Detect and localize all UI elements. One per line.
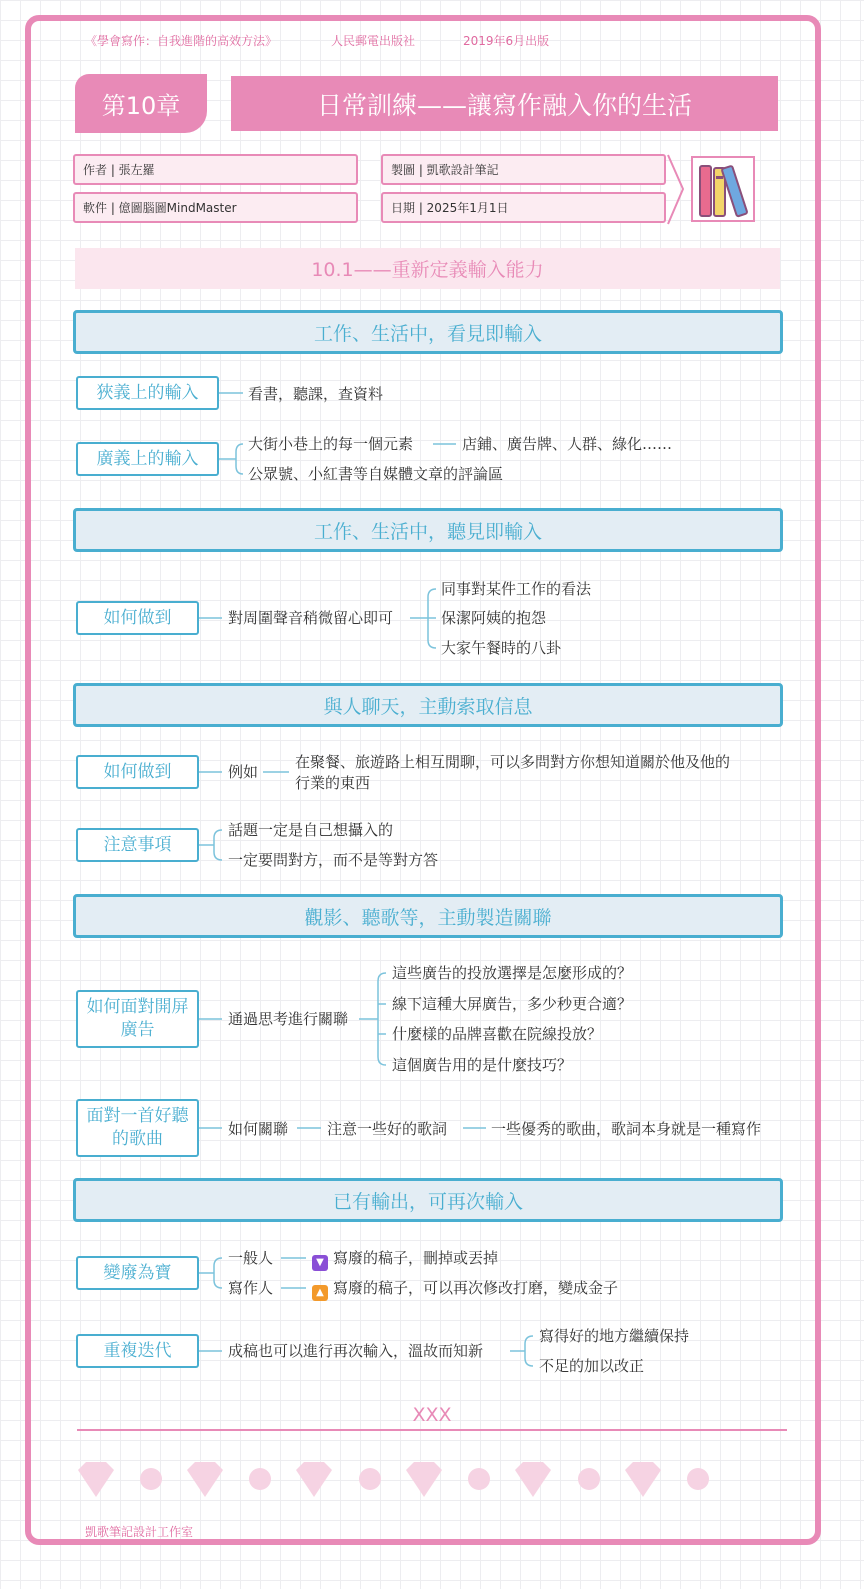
dot-icon [468, 1468, 490, 1490]
listen-item-3: 大家午餐時的八卦 [441, 639, 562, 657]
listen-item-2: 保潔阿姨的抱怨 [441, 609, 547, 627]
diamond-icon [515, 1462, 551, 1497]
node-song: 面對一首好聽的歌曲 [76, 1099, 199, 1157]
meta-author: 作者 | 張左羅 [73, 154, 358, 185]
lyrics-sub-text: 一些優秀的歌曲，歌詞本身就是一種寫作 [491, 1120, 762, 1138]
example-text-line-1: 在聚餐、旅遊路上相互閒聊，可以多問對方你想知道關於他及他的 [295, 753, 731, 771]
node-notes: 注意事項 [76, 828, 199, 862]
thumbs-down-icon: ▼ [312, 1255, 328, 1271]
dot-icon [687, 1468, 709, 1490]
broad-item-1-sub: 店鋪、廣告牌、人群、綠化…… [462, 435, 673, 453]
section-title: 10.1——重新定義輸入能力 [75, 248, 780, 289]
publish-date: 2019年6月出版 [463, 34, 550, 48]
node-narrow-input: 狹義上的輸入 [76, 376, 219, 410]
dot-icon [140, 1468, 162, 1490]
ad-question-4: 這個廣告用的是什麼技巧？ [392, 1056, 573, 1074]
footer-mark: XXX [412, 1404, 452, 1426]
lyrics-text: 注意一些好的歌詞 [327, 1120, 448, 1138]
node-broad-input: 廣義上的輸入 [76, 442, 219, 476]
topic-hear: 工作、生活中，聽見即輸入 [73, 508, 783, 552]
diamond-icon [625, 1462, 661, 1497]
meta-designer: 製圖 | 凱歌設計筆記 [381, 154, 666, 185]
improve-text: 不足的加以改正 [539, 1357, 645, 1375]
chapter-title: 日常訓練——讓寫作融入你的生活 [231, 76, 778, 131]
chapter-number: 第10章 [75, 74, 207, 133]
node-iterate: 重複迭代 [76, 1334, 199, 1368]
ad-question-1: 這些廣告的投放選擇是怎麼形成的？ [392, 964, 633, 982]
thumbs-up-icon: ▲ [312, 1285, 328, 1301]
topic-associate: 觀影、聽歌等，主動製造關聯 [73, 894, 783, 938]
writer-text: 寫廢的稿子，可以再次修改打磨，變成金子 [333, 1279, 619, 1297]
broad-item-2: 公眾號、小紅書等自媒體文章的評論區 [248, 465, 504, 483]
listen-item-1: 同事對某件工作的看法 [441, 580, 592, 598]
diamond-icon [296, 1462, 332, 1497]
meta-software: 軟件 | 億圖腦圖MindMaster [73, 192, 358, 223]
listen-text: 對周圍聲音稍微留心即可 [228, 609, 394, 627]
how-link-text: 如何關聯 [228, 1120, 289, 1138]
broad-item-1: 大街小巷上的每一個元素 [248, 435, 414, 453]
note-item-1: 話題一定是自己想攝入的 [228, 821, 394, 839]
think-text: 通過思考進行關聯 [228, 1010, 349, 1028]
diamond-icon [187, 1462, 223, 1497]
meta-date: 日期 | 2025年1月1日 [381, 192, 666, 223]
ad-question-3: 什麼樣的品牌喜歡在院線投放？ [392, 1025, 603, 1043]
ordinary-label: 一般人 [228, 1249, 274, 1267]
node-splash-ad: 如何面對開屏廣告 [76, 990, 199, 1048]
ordinary-text: 寫廢的稿子，刪掉或丟掉 [333, 1249, 499, 1267]
node-how-1: 如何做到 [76, 601, 199, 635]
ad-question-2: 線下這種大屏廣告，多少秒更合適？ [392, 995, 633, 1013]
example-label: 例如 [228, 763, 259, 781]
topic-reinput: 已有輸出，可再次輸入 [73, 1178, 783, 1222]
note-item-2: 一定要問對方，而不是等對方答 [228, 851, 439, 869]
dot-icon [578, 1468, 600, 1490]
dot-icon [249, 1468, 271, 1490]
publisher: 人民郵電出版社 [331, 34, 416, 48]
topic-chat: 與人聊天，主動索取信息 [73, 683, 783, 727]
book-title: 《學會寫作：自我進階的高效方法》 [85, 34, 278, 48]
narrow-text: 看書，聽課，查資料 [248, 385, 384, 403]
node-how-2: 如何做到 [76, 755, 199, 789]
example-text-line-2: 行業的東西 [295, 774, 371, 792]
writer-label: 寫作人 [228, 1279, 274, 1297]
reinput-text: 成稿也可以進行再次輸入，溫故而知新 [228, 1342, 484, 1360]
node-waste-to-treasure: 變廢為寶 [76, 1256, 199, 1290]
diamond-icon [78, 1462, 114, 1497]
topic-see: 工作、生活中，看見即輸入 [73, 310, 783, 354]
keep-text: 寫得好的地方繼續保持 [539, 1327, 690, 1345]
diamond-icon [406, 1462, 442, 1497]
studio-name: 凱歌筆記設計工作室 [85, 1525, 194, 1539]
dot-icon [359, 1468, 381, 1490]
